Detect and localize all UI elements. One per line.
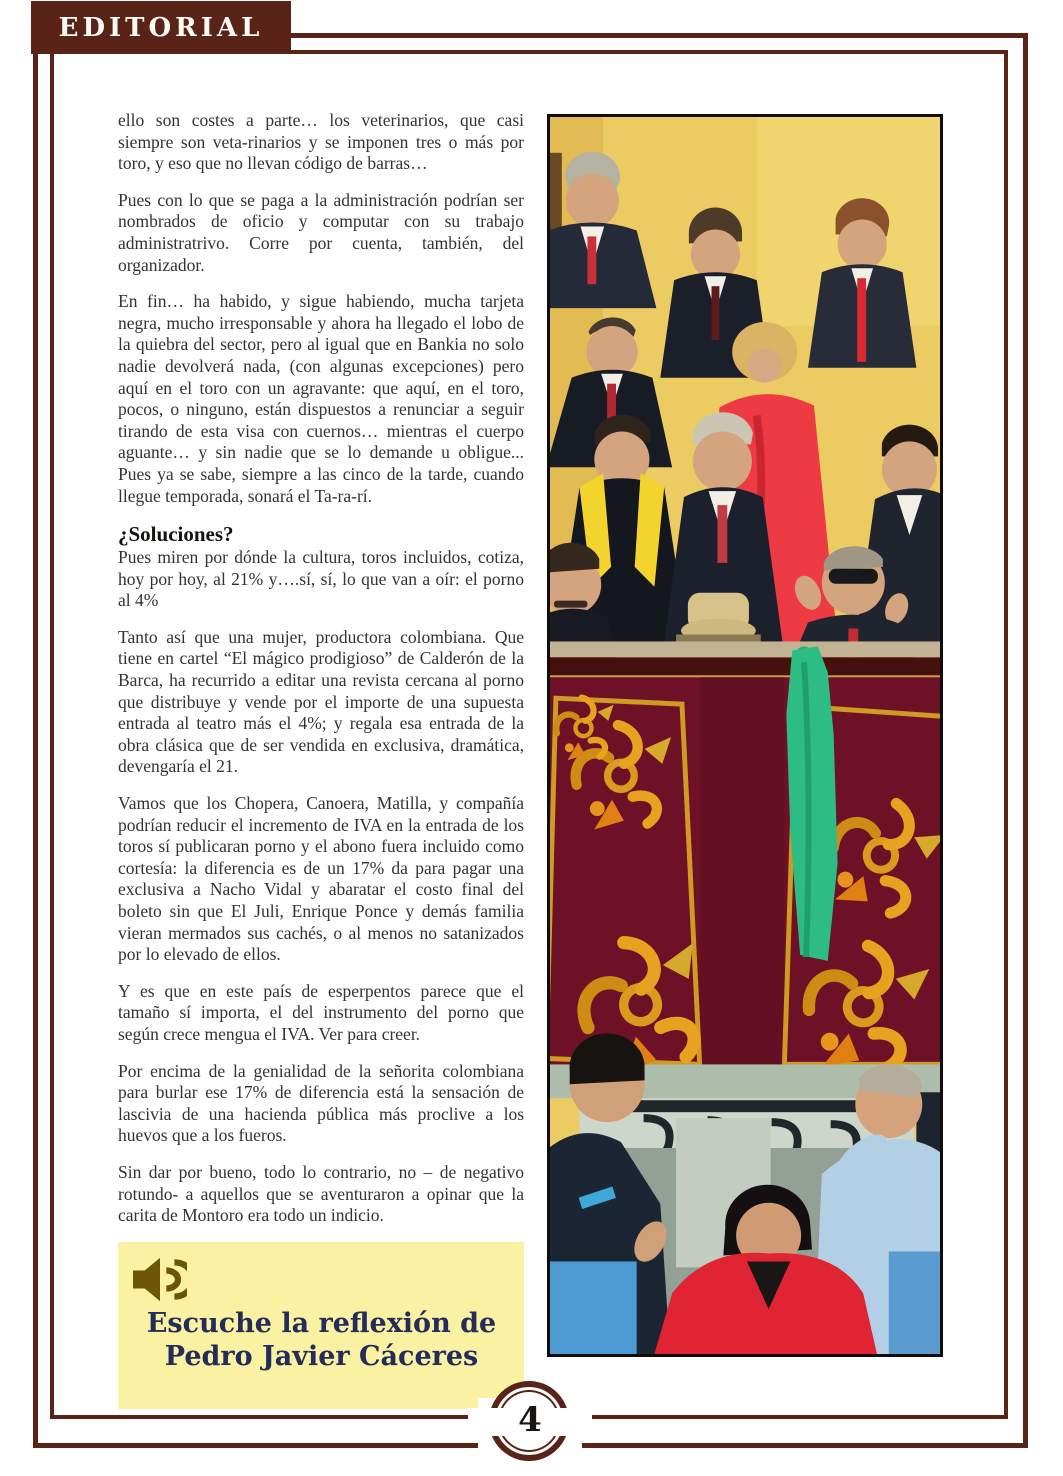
paragraph: ello son costes a parte… los veterinarios, que casi siempre son veta-rinarios y se imponen tres o más por toro, y eso que no llevan código de barras… (118, 110, 524, 174)
section-title: EDITORIAL (58, 12, 264, 43)
paragraph: Pues con lo que se paga a la administración podrían ser nombrados de oficio y computar con su trabajo administratrivo. Corre por cuenta, también, del organizador. (118, 189, 524, 275)
paragraph: Sin dar por bueno, todo lo contrario, no – de negativo rotundo- a aquellos que se aventuraron a opinar que la carita de Montoro era todo un indicio. (118, 1161, 524, 1226)
bullring-photo (550, 117, 940, 1354)
straw-object (676, 593, 761, 644)
wood-rail (550, 657, 940, 677)
audio-callout[interactable] (118, 1242, 524, 1409)
paragraph: En fin… ha habido, y sigue habiendo, mucha tarjeta negra, mucho irresponsable y ahora ha llegado el lobo de la quiebra del sector, pero al igual que en Bankia no solo nadie devolverá nada, (con algunas excepciones) pero aquí en el toro con un agravante: que aquí, en el toro, pocos, o ninguno, están dispuestos a renunciar a seguir tirando de esta visa con cuernos… mientras el cuerpo aguante… y sin nadie que se lo demande u obligue... Pues ya se sabe, siempre a las cinco de la tarde, cuando llegue temporada, sonará el Ta-ra-rí. (118, 291, 524, 506)
audio-label-line1: Escuche la reflexión de (146, 1307, 497, 1339)
speaker-icon (133, 1257, 187, 1303)
paragraph: Vamos que los Chopera, Canoera, Matilla, y compañía podrían reducir el incremento de IVA en la entrada de los toros sí publicaran porno y el abono fuera incluido como cortesía: la diferencia es de un 17% da para pagar una exclusiva a Nacho Vidal y abaratar el costo final del boleto sin que El Juli, Enrique Ponce y demás familia vieran mermados sus cachés, o al menos no satanizados por lo elevado de ellos. (118, 793, 524, 965)
page-number: 4 (518, 1400, 542, 1440)
article-column (118, 110, 524, 1409)
bullring-photo-frame (547, 114, 943, 1357)
maroon-balcony (550, 677, 940, 1083)
solutions-heading: ¿Soluciones? (118, 522, 234, 547)
paragraph: Y es que en este país de esperpentos parece que el tamaño sí importa, el del instrumento del porno que según crece mengua el IVA. Ver para creer. (118, 980, 524, 1044)
audio-label-line2: Pedro Javier Cáceres (164, 1340, 479, 1372)
paragraph: Tanto así que una mujer, productora colombiana. Que tiene en cartel “El mágico prodigioso” de Calderón de la Barca, ha recurrido a editar una revista cercana al porno que distribuye y vende por el importe de una supuesta entrada al teatro más el 4%; y regala esa entrada de la obra clásica que de ser vendida en exclusiva, dramática, devengaría el 21. (118, 626, 524, 777)
paragraph: Pues miren por dónde la cultura, toros incluidos, cotiza, hoy por hoy, al 21% y….sí, sí, lo que van a oír: el porno al 4% (118, 547, 524, 611)
stone-ledge (550, 641, 940, 657)
section-badge (31, 1, 291, 54)
paragraph: Por encima de la genialidad de la señorita colombiana para burlar ese 17% de diferencia está la sensación de lascivia de una hacienda pública más proclive a los huevos que a los fueros. (118, 1060, 524, 1146)
